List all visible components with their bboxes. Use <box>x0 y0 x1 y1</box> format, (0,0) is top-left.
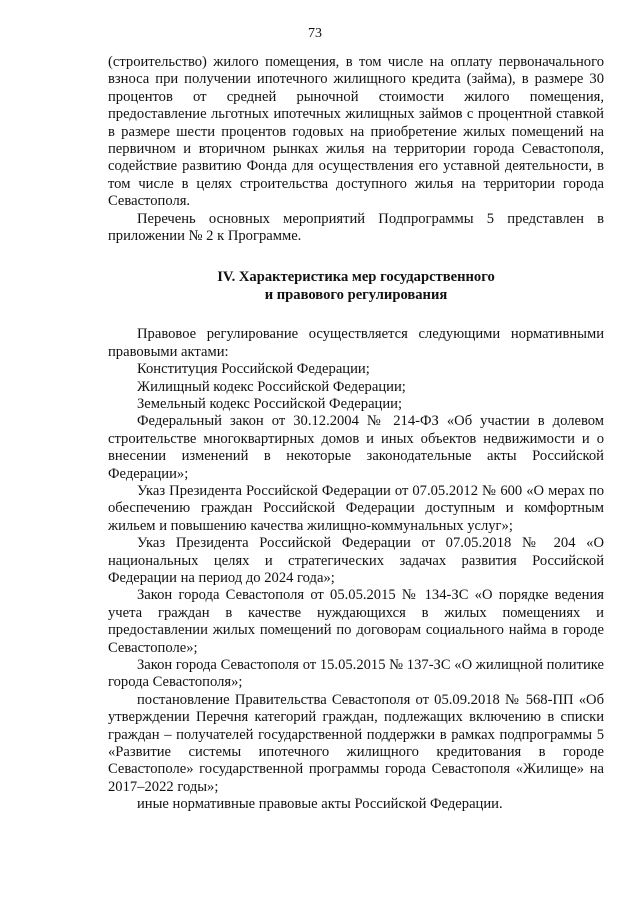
paragraph-subprogram-list: Перечень основных мероприятий Подпрограммы 5 представлен в приложении № 2 к Программе. <box>108 210 604 245</box>
paragraph-federal-law-214: Федеральный закон от 30.12.2004 № 214-ФЗ «Об участии в долевом строительстве многоквартирных домов и иных объектов недвижимости и о внесении изменений в некоторые законодательные акты Российской Федерации»; <box>108 413 604 482</box>
paragraph-law-134: Закон города Севастополя от 05.05.2015 № 134-ЗС «О порядке ведения учета граждан в качестве нуждающихся в жилых помещениях и предоставлении жилых помещений по договорам социального найма в городе Севастополе»; <box>108 587 604 656</box>
paragraph-other-acts: иные нормативные правовые акты Российской Федерации. <box>137 796 503 813</box>
page-number: 73 <box>308 26 322 41</box>
paragraph-land-code: Земельный кодекс Российской Федерации; <box>137 395 403 412</box>
section-heading-line-2: и правового регулирования <box>264 286 448 303</box>
paragraph-resolution-568: постановление Правительства Севастополя от 05.09.2018 № 568-ПП «Об утверждении Перечня категорий граждан, подлежащих включению в списки граждан – получателей государственной поддержки в рамках подпрограммы 5 «Развитие системы ипотечного жилищного кредитования в городе Севастополе» государственной программы города Севастополя «Жилище» на 2017–2022 годы»; <box>108 691 604 795</box>
paragraph-decree-600: Указ Президента Российской Федерации от 07.05.2012 № 600 «О мерах по обеспечению граждан Российской Федерации доступным и комфортным жильем и повышению качества жилищно-коммунальных услуг»; <box>108 482 604 534</box>
spacer <box>108 245 604 269</box>
spacer <box>108 304 604 326</box>
paragraph-legal-intro: Правовое регулирование осуществляется следующими нормативными правовыми актами: <box>108 326 604 360</box>
paragraph-continuation: (строительство) жилого помещения, в том числе на оплату первоначального взноса при получении ипотечного жилищного кредита (займа), в размере 30 процентов от средней рыночной стоимости жилого помещения, предоставление льготных ипотечных жилищных займов с процентной ставкой в размере шести процентов годовых на приобретение жилых помещений на первичном и вторичном рынках жилья на территории города Севастополя, содействие развитию Фонда для осуществления его уставной деятельности, в том числе в целях строительства доступного жилья на территории города Севастополя. <box>108 54 604 210</box>
paragraph-law-137: Закон города Севастополя от 15.05.2015 № 137-ЗС «О жилищной политике города Севастополя»; <box>108 657 604 691</box>
document-body <box>108 54 604 814</box>
paragraph-constitution: Конституция Российской Федерации; <box>137 361 370 378</box>
section-heading-line-1: IV. Характеристика мер государственного <box>217 269 495 286</box>
paragraph-housing-code: Жилищный кодекс Российской Федерации; <box>137 378 406 395</box>
paragraph-decree-204: Указ Президента Российской Федерации от 07.05.2018 № 204 «О национальных целях и стратегических задачах развития Российской Федерации на период до 2024 года»; <box>108 535 604 586</box>
